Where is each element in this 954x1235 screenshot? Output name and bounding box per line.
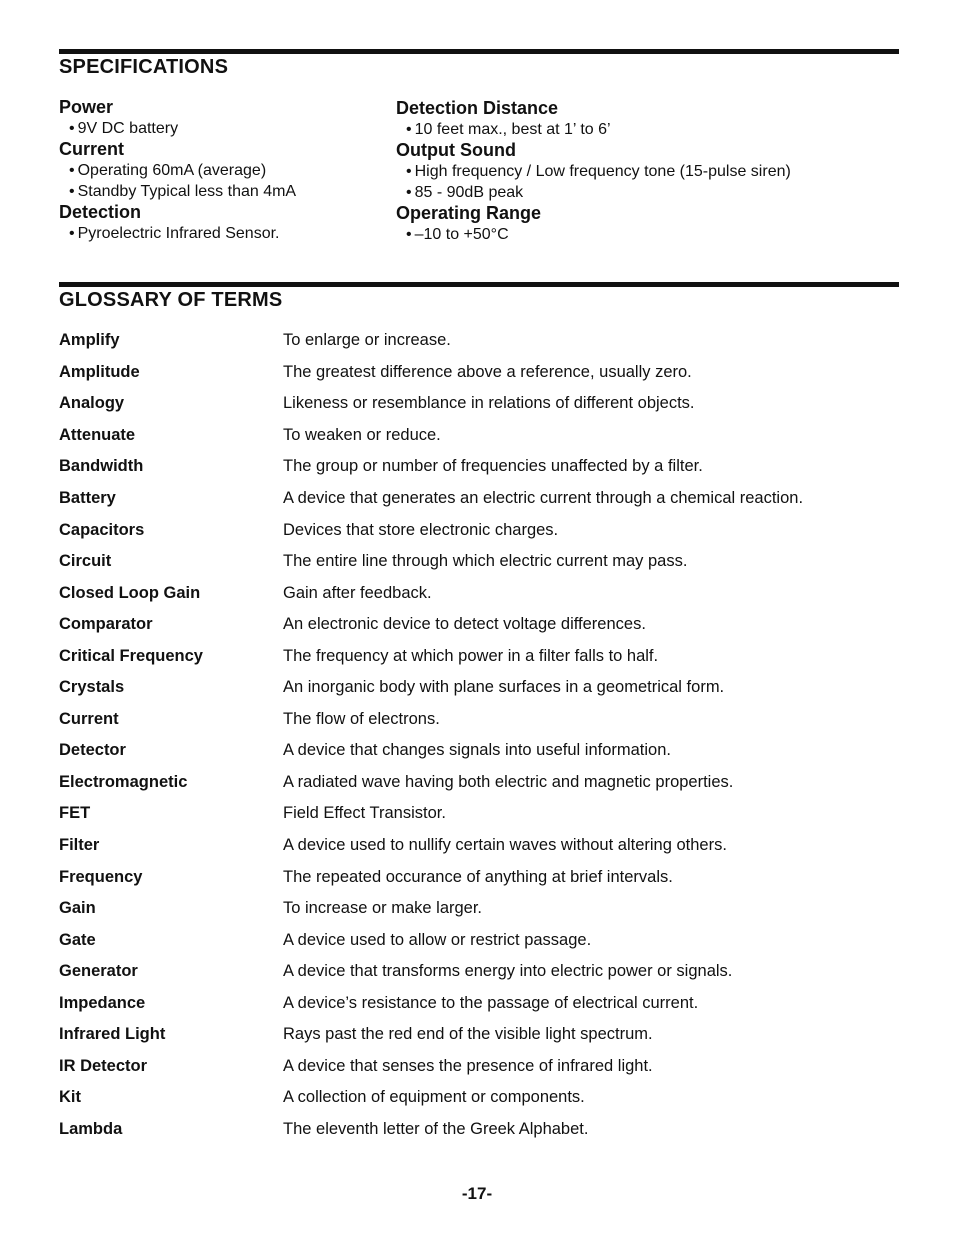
glossary-row xyxy=(59,483,899,515)
glossary-row xyxy=(59,546,899,578)
glossary-row xyxy=(59,672,899,704)
glossary-row xyxy=(59,704,899,736)
glossary-row xyxy=(59,1114,899,1146)
bullet-icon: • xyxy=(406,226,412,243)
glossary-definition: Likeness or resemblance in relations of different objects. xyxy=(283,394,695,413)
spec-item: • Standby Typical less than 4mA xyxy=(69,183,297,200)
glossary-row xyxy=(59,325,899,357)
glossary-definition: The group or number of frequencies unaffected by a filter. xyxy=(283,457,703,476)
glossary-row xyxy=(59,861,899,893)
specifications-title: SPECIFICATIONS xyxy=(59,56,229,78)
glossary-definition: An inorganic body with plane surfaces in a geometrical form. xyxy=(283,678,725,697)
glossary-term: Detector xyxy=(59,741,126,760)
glossary-row xyxy=(59,451,899,483)
glossary-term: Comparator xyxy=(59,615,153,634)
spec-item: • 10 feet max., best at 1’ to 6’ xyxy=(406,121,611,138)
glossary-row xyxy=(59,767,899,799)
glossary-term: Gate xyxy=(59,930,96,949)
glossary-row xyxy=(59,577,899,609)
glossary-row xyxy=(59,798,899,830)
spec-group-power xyxy=(59,97,379,139)
glossary-row xyxy=(59,388,899,420)
glossary-list xyxy=(59,325,899,1145)
glossary-term: Lambda xyxy=(59,1119,123,1138)
glossary-term: Amplify xyxy=(59,331,120,350)
glossary-definition: To weaken or reduce. xyxy=(283,425,441,444)
glossary-row xyxy=(59,735,899,767)
glossary-term: Analogy xyxy=(59,394,125,413)
glossary-term: Capacitors xyxy=(59,520,145,539)
glossary-definition: To increase or make larger. xyxy=(283,899,483,918)
glossary-row xyxy=(59,640,899,672)
spec-heading: Power xyxy=(59,97,114,117)
glossary-definition: Devices that store electronic charges. xyxy=(283,520,559,539)
glossary-term: Infrared Light xyxy=(59,1025,166,1044)
bullet-icon: • xyxy=(69,225,75,242)
spec-group-operating-range xyxy=(396,203,896,245)
glossary-row xyxy=(59,830,899,862)
glossary-definition: The repeated occurance of anything at brief intervals. xyxy=(283,867,673,886)
glossary-term: Closed Loop Gain xyxy=(59,583,201,602)
glossary-term: Electromagnetic xyxy=(59,772,188,791)
glossary-term: IR Detector xyxy=(59,1056,148,1075)
spec-item: • 85 - 90dB peak xyxy=(406,184,524,201)
glossary-term: Impedance xyxy=(59,993,146,1012)
glossary-term: Generator xyxy=(59,962,138,981)
spec-item: • –10 to +50°C xyxy=(406,226,509,243)
glossary-row xyxy=(59,924,899,956)
glossary-row xyxy=(59,357,899,389)
glossary-definition: A device that senses the presence of infrared light. xyxy=(283,1056,653,1075)
spec-heading: Current xyxy=(59,139,125,159)
spec-heading: Output Sound xyxy=(396,140,516,160)
glossary-definition: The frequency at which power in a filter falls to half. xyxy=(283,646,659,665)
glossary-definition: A device that changes signals into useful information. xyxy=(283,741,671,760)
glossary-definition: The flow of electrons. xyxy=(283,709,440,728)
glossary-definition: A collection of equipment or components. xyxy=(283,1088,585,1107)
glossary-definition: A radiated wave having both electric and magnetic properties. xyxy=(283,772,734,791)
bullet-icon: • xyxy=(69,120,75,137)
glossary-row xyxy=(59,1082,899,1114)
glossary-term: FET xyxy=(59,804,91,823)
glossary-term: Attenuate xyxy=(59,425,136,444)
glossary-term: Kit xyxy=(59,1088,81,1107)
spec-item: • Pyroelectric Infrared Sensor. xyxy=(69,225,280,242)
bullet-icon: • xyxy=(406,184,412,201)
glossary-term: Current xyxy=(59,709,119,728)
glossary-definition: A device that generates an electric current through a chemical reaction. xyxy=(283,489,804,507)
glossary-term: Crystals xyxy=(59,678,125,697)
glossary-row xyxy=(59,514,899,546)
glossary-definition: Field Effect Transistor. xyxy=(283,804,446,823)
spec-group-output-sound xyxy=(396,140,896,203)
spec-group-current xyxy=(59,139,379,202)
glossary-row xyxy=(59,987,899,1019)
glossary-term: Circuit xyxy=(59,552,112,571)
glossary-definition: The eleventh letter of the Greek Alphabet. xyxy=(283,1119,589,1138)
spec-heading: Operating Range xyxy=(396,203,542,223)
glossary-term: Frequency xyxy=(59,867,143,886)
bullet-icon: • xyxy=(406,121,412,138)
glossary-definition: To enlarge or increase. xyxy=(283,331,451,350)
glossary-row xyxy=(59,893,899,925)
glossary-definition: A device used to allow or restrict passage. xyxy=(283,930,592,949)
glossary-term: Battery xyxy=(59,489,116,507)
glossary-row xyxy=(59,609,899,641)
page-number: -17- xyxy=(461,1184,493,1203)
glossary-definition: The greatest difference above a reference, usually zero. xyxy=(283,362,692,381)
glossary-term: Gain xyxy=(59,899,96,918)
glossary-term: Filter xyxy=(59,836,100,855)
glossary-definition: A device’s resistance to the passage of electrical current. xyxy=(283,993,699,1012)
glossary-definition: A device used to nullify certain waves without altering others. xyxy=(283,836,727,855)
glossary-definition: The entire line through which electric current may pass. xyxy=(283,552,688,571)
spec-group-detection-distance xyxy=(396,98,896,140)
glossary-top-rule xyxy=(59,282,899,287)
bullet-icon: • xyxy=(69,183,75,200)
bullet-icon: • xyxy=(406,163,412,180)
specifications-right-column xyxy=(396,98,896,245)
glossary-title: GLOSSARY OF TERMS xyxy=(59,289,283,311)
spec-heading: Detection xyxy=(59,202,142,222)
glossary-term: Amplitude xyxy=(59,362,140,381)
glossary-definition: A device that transforms energy into electric power or signals. xyxy=(283,962,733,981)
glossary-definition: An electronic device to detect voltage differences. xyxy=(283,615,646,634)
bullet-icon: • xyxy=(69,162,75,179)
glossary-definition: Gain after feedback. xyxy=(283,583,432,602)
glossary-term: Critical Frequency xyxy=(59,646,203,665)
glossary-row xyxy=(59,956,899,988)
specifications-left-column xyxy=(59,97,379,244)
glossary-definition: Rays past the red end of the visible light spectrum. xyxy=(283,1025,653,1044)
glossary-row xyxy=(59,1019,899,1051)
glossary-row xyxy=(59,1051,899,1083)
spec-item: • High frequency / Low frequency tone (15-pulse siren) xyxy=(406,163,791,180)
glossary-term: Bandwidth xyxy=(59,457,144,476)
spec-item: • 9V DC battery xyxy=(69,120,179,137)
specifications-top-rule xyxy=(59,49,899,54)
spec-heading: Detection Distance xyxy=(396,98,559,118)
spec-group-detection xyxy=(59,202,379,244)
glossary-row xyxy=(59,420,899,452)
spec-item: • Operating 60mA (average) xyxy=(69,162,267,179)
